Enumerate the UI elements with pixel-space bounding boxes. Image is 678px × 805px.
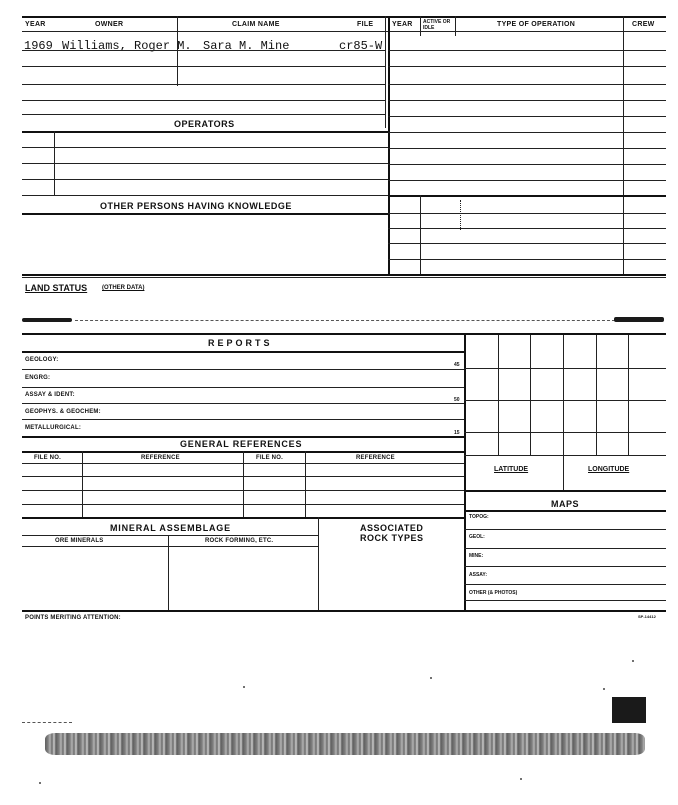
row-line (22, 419, 464, 420)
speck (39, 782, 41, 784)
other-persons-line (22, 213, 388, 215)
associated-title-1: ASSOCIATED (360, 523, 424, 533)
row-line (464, 566, 666, 567)
ink-smear (22, 318, 72, 322)
reports-title: REPORTS (208, 338, 273, 348)
row-line (22, 490, 464, 491)
row-line (22, 66, 386, 67)
row-line (464, 529, 666, 530)
row-line (22, 369, 464, 370)
speck (603, 688, 605, 690)
speck (520, 778, 522, 780)
grid-line (464, 455, 666, 456)
row-line (22, 387, 464, 388)
grid-line (530, 335, 531, 455)
row-line (388, 180, 666, 181)
row-line (22, 195, 388, 196)
divider-crew (623, 16, 624, 276)
speck (243, 686, 245, 688)
maps-row-label: ASSAY: (469, 572, 488, 578)
mineral-col-line (22, 546, 318, 547)
header-type-of-operation: TYPE OF OPERATION (497, 21, 576, 28)
row-line (388, 164, 666, 165)
reports-line (22, 351, 464, 353)
row-line (388, 259, 666, 260)
col-reference: REFERENCE (141, 455, 180, 461)
row-line (22, 403, 464, 404)
row-line (22, 476, 464, 477)
reports-row-num: 50 (454, 397, 460, 403)
general-references-title: GENERAL REFERENCES (180, 439, 303, 449)
reports-row-label: METALLURGICAL: (25, 425, 82, 431)
divider-active (420, 16, 421, 36)
grid-line (498, 335, 499, 455)
maps-title: MAPS (551, 499, 580, 509)
row-line (388, 50, 666, 51)
row-line (388, 116, 666, 117)
row-line (388, 84, 666, 85)
maps-line (464, 510, 666, 512)
ink-block (612, 697, 646, 723)
reports-row-label: ASSAY & IDENT: (25, 392, 75, 398)
reports-row-label: ENGRG: (25, 375, 51, 381)
mineral-line (22, 535, 318, 536)
row-line (22, 50, 386, 51)
row-line (22, 179, 388, 180)
maps-row-label: GEOL: (469, 534, 485, 540)
header-active-or-idle: ACTIVE OR IDLE (423, 19, 451, 31)
col-rock-forming: ROCK FORMING, ETC. (205, 538, 274, 544)
divider-ref (82, 451, 83, 518)
reports-row-label: GEOLOGY: (25, 357, 59, 363)
row-line (388, 195, 666, 197)
divider-dotted (460, 200, 461, 230)
header-year-2: YEAR (392, 21, 413, 28)
maps-row-label: MINE: (469, 553, 484, 559)
row-line (388, 148, 666, 149)
row-line (22, 147, 388, 148)
col-reference-2: REFERENCE (356, 455, 395, 461)
divider-mineral (168, 535, 169, 610)
divider-left-block (385, 16, 386, 128)
coords-bottom (464, 490, 666, 492)
divider-lower-main (464, 333, 466, 610)
lower-top-border (22, 333, 666, 335)
speck (430, 677, 432, 679)
row-line (388, 132, 666, 133)
maps-row-label: OTHER (& PHOTOS) (469, 590, 518, 596)
associated-title-2: ROCK TYPES (360, 533, 424, 543)
record-claim-name: Sara M. Mine (203, 39, 290, 53)
ink-smear-band (45, 733, 645, 755)
header-crew: CREW (632, 21, 655, 28)
row-line (464, 548, 666, 549)
divider-ref (243, 451, 244, 518)
record-file: cr85-W (339, 39, 383, 53)
grid-line (563, 335, 564, 490)
maps-row-label: TOPOG: (469, 514, 489, 520)
grid-line (464, 400, 666, 401)
row-line (464, 600, 666, 601)
header-bottom-line (22, 31, 666, 32)
header-claim-name: CLAIM NAME (232, 21, 280, 28)
row-line (22, 163, 388, 164)
record-year: 1969 (24, 39, 53, 53)
row-line (388, 228, 666, 229)
grid-line (628, 335, 629, 455)
ink-smear (614, 317, 664, 322)
top-table-bottom-2 (22, 277, 666, 278)
row-line (22, 504, 464, 505)
row-line (464, 584, 666, 585)
longitude-label: LONGITUDE (588, 466, 630, 473)
grid-line (596, 335, 597, 455)
mineral-assemblage-title: MINERAL ASSEMBLAGE (110, 523, 231, 533)
latitude-label: LATITUDE (494, 466, 529, 473)
lower-bottom-border (22, 610, 666, 612)
row-line (22, 114, 386, 115)
noise-line (22, 722, 72, 723)
top-table-bottom (22, 274, 666, 276)
divider-type (455, 16, 456, 36)
reports-row-label: GEOPHYS. & GEOCHEM: (25, 409, 101, 415)
divider-ref (305, 451, 306, 518)
row-line (388, 66, 666, 67)
header-file: FILE (357, 21, 374, 28)
grid-line (464, 368, 666, 369)
reports-bottom (22, 436, 464, 438)
col-file-no-2: FILE NO. (256, 455, 283, 461)
gen-ref-bottom (22, 517, 464, 519)
header-year: YEAR (25, 21, 46, 28)
operators-line (22, 131, 388, 133)
land-status-label: LAND STATUS (25, 283, 88, 293)
operators-title: OPERATORS (174, 119, 235, 129)
row-line (388, 100, 666, 101)
col-ore-minerals: ORE MINERALS (55, 538, 104, 544)
row-line (22, 84, 386, 85)
header-owner: OWNER (95, 21, 124, 28)
other-persons-title: OTHER PERSONS HAVING KNOWLEDGE (100, 201, 292, 211)
divider-active-lower (420, 195, 421, 276)
form-number: SP-14412 (638, 614, 656, 619)
reports-row-num: 15 (454, 430, 460, 436)
dashed-line (75, 320, 615, 321)
speck (632, 660, 634, 662)
top-border (22, 16, 666, 18)
col-file-no: FILE NO. (34, 455, 61, 461)
row-line (388, 213, 666, 214)
row-line (22, 100, 386, 101)
row-line (388, 243, 666, 244)
divider-associated (318, 517, 319, 610)
divider-main (388, 16, 390, 276)
record-owner: Williams, Roger M. (62, 39, 192, 53)
points-meriting-attention: POINTS MERITING ATTENTION: (25, 615, 121, 621)
land-status-sub: (OTHER DATA) (102, 285, 145, 291)
reports-row-num: 45 (454, 362, 460, 368)
grid-line (464, 432, 666, 433)
